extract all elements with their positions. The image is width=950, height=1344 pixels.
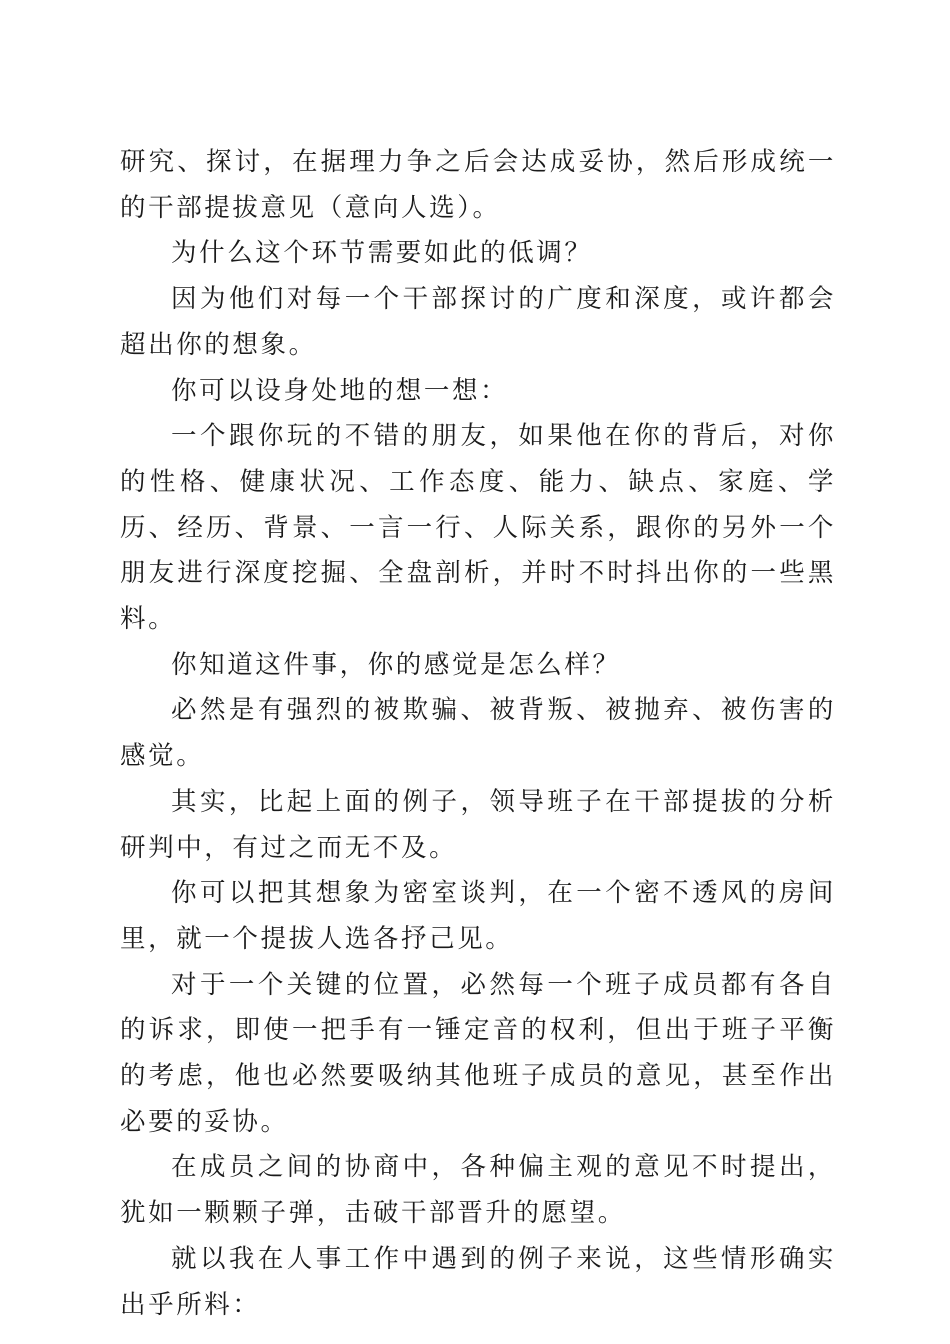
paragraph: 一个跟你玩的不错的朋友，如果他在你的背后，对你的性格、健康状况、工作态度、能力、缺点、家庭、学历、经历、背景、一言一行、人际关系，跟你的另外一个朋友进行深度挖掘、全盘剖析，并时不时抖出你的一些黑料。 [120,421,836,635]
paragraph: 必然是有强烈的被欺骗、被背叛、被抛弃、被伤害的感觉。 [120,695,836,772]
paragraph: 你知道这件事，你的感觉是怎么样？ [171,649,621,680]
paragraph: 因为他们对每一个干部探讨的广度和深度，或许都会超出你的想象。 [120,284,836,360]
document-body [120,140,836,1328]
paragraph: 在成员之间的协商中，各种偏主观的意见不时提出，犹如一颗颗子弹，击破干部晋升的愿望。 [120,1152,836,1229]
paragraph: 研究、探讨，在据理力争之后会达成妥协，然后形成统一的干部提拔意见（意向人选）。 [120,147,836,223]
paragraph: 就以我在人事工作中遇到的例子来说，这些情形确实出乎所料： [120,1243,836,1320]
paragraph: 你可以把其想象为密室谈判，在一个密不透风的房间里，就一个提拔人选各抒己见。 [120,878,836,954]
paragraph: 你可以设身处地的想一想： [171,375,509,406]
paragraph: 为什么这个环节需要如此的低调？ [171,238,593,269]
paragraph: 对于一个关键的位置，必然每一个班子成员都有各自的诉求，即使一把手有一锤定音的权利，但出于班子平衡的考虑，他也必然要吸纳其他班子成员的意见，甚至作出必要的妥协。 [120,969,836,1137]
paragraph: 其实，比起上面的例子，领导班子在干部提拔的分析研判中，有过之而无不及。 [120,786,836,863]
